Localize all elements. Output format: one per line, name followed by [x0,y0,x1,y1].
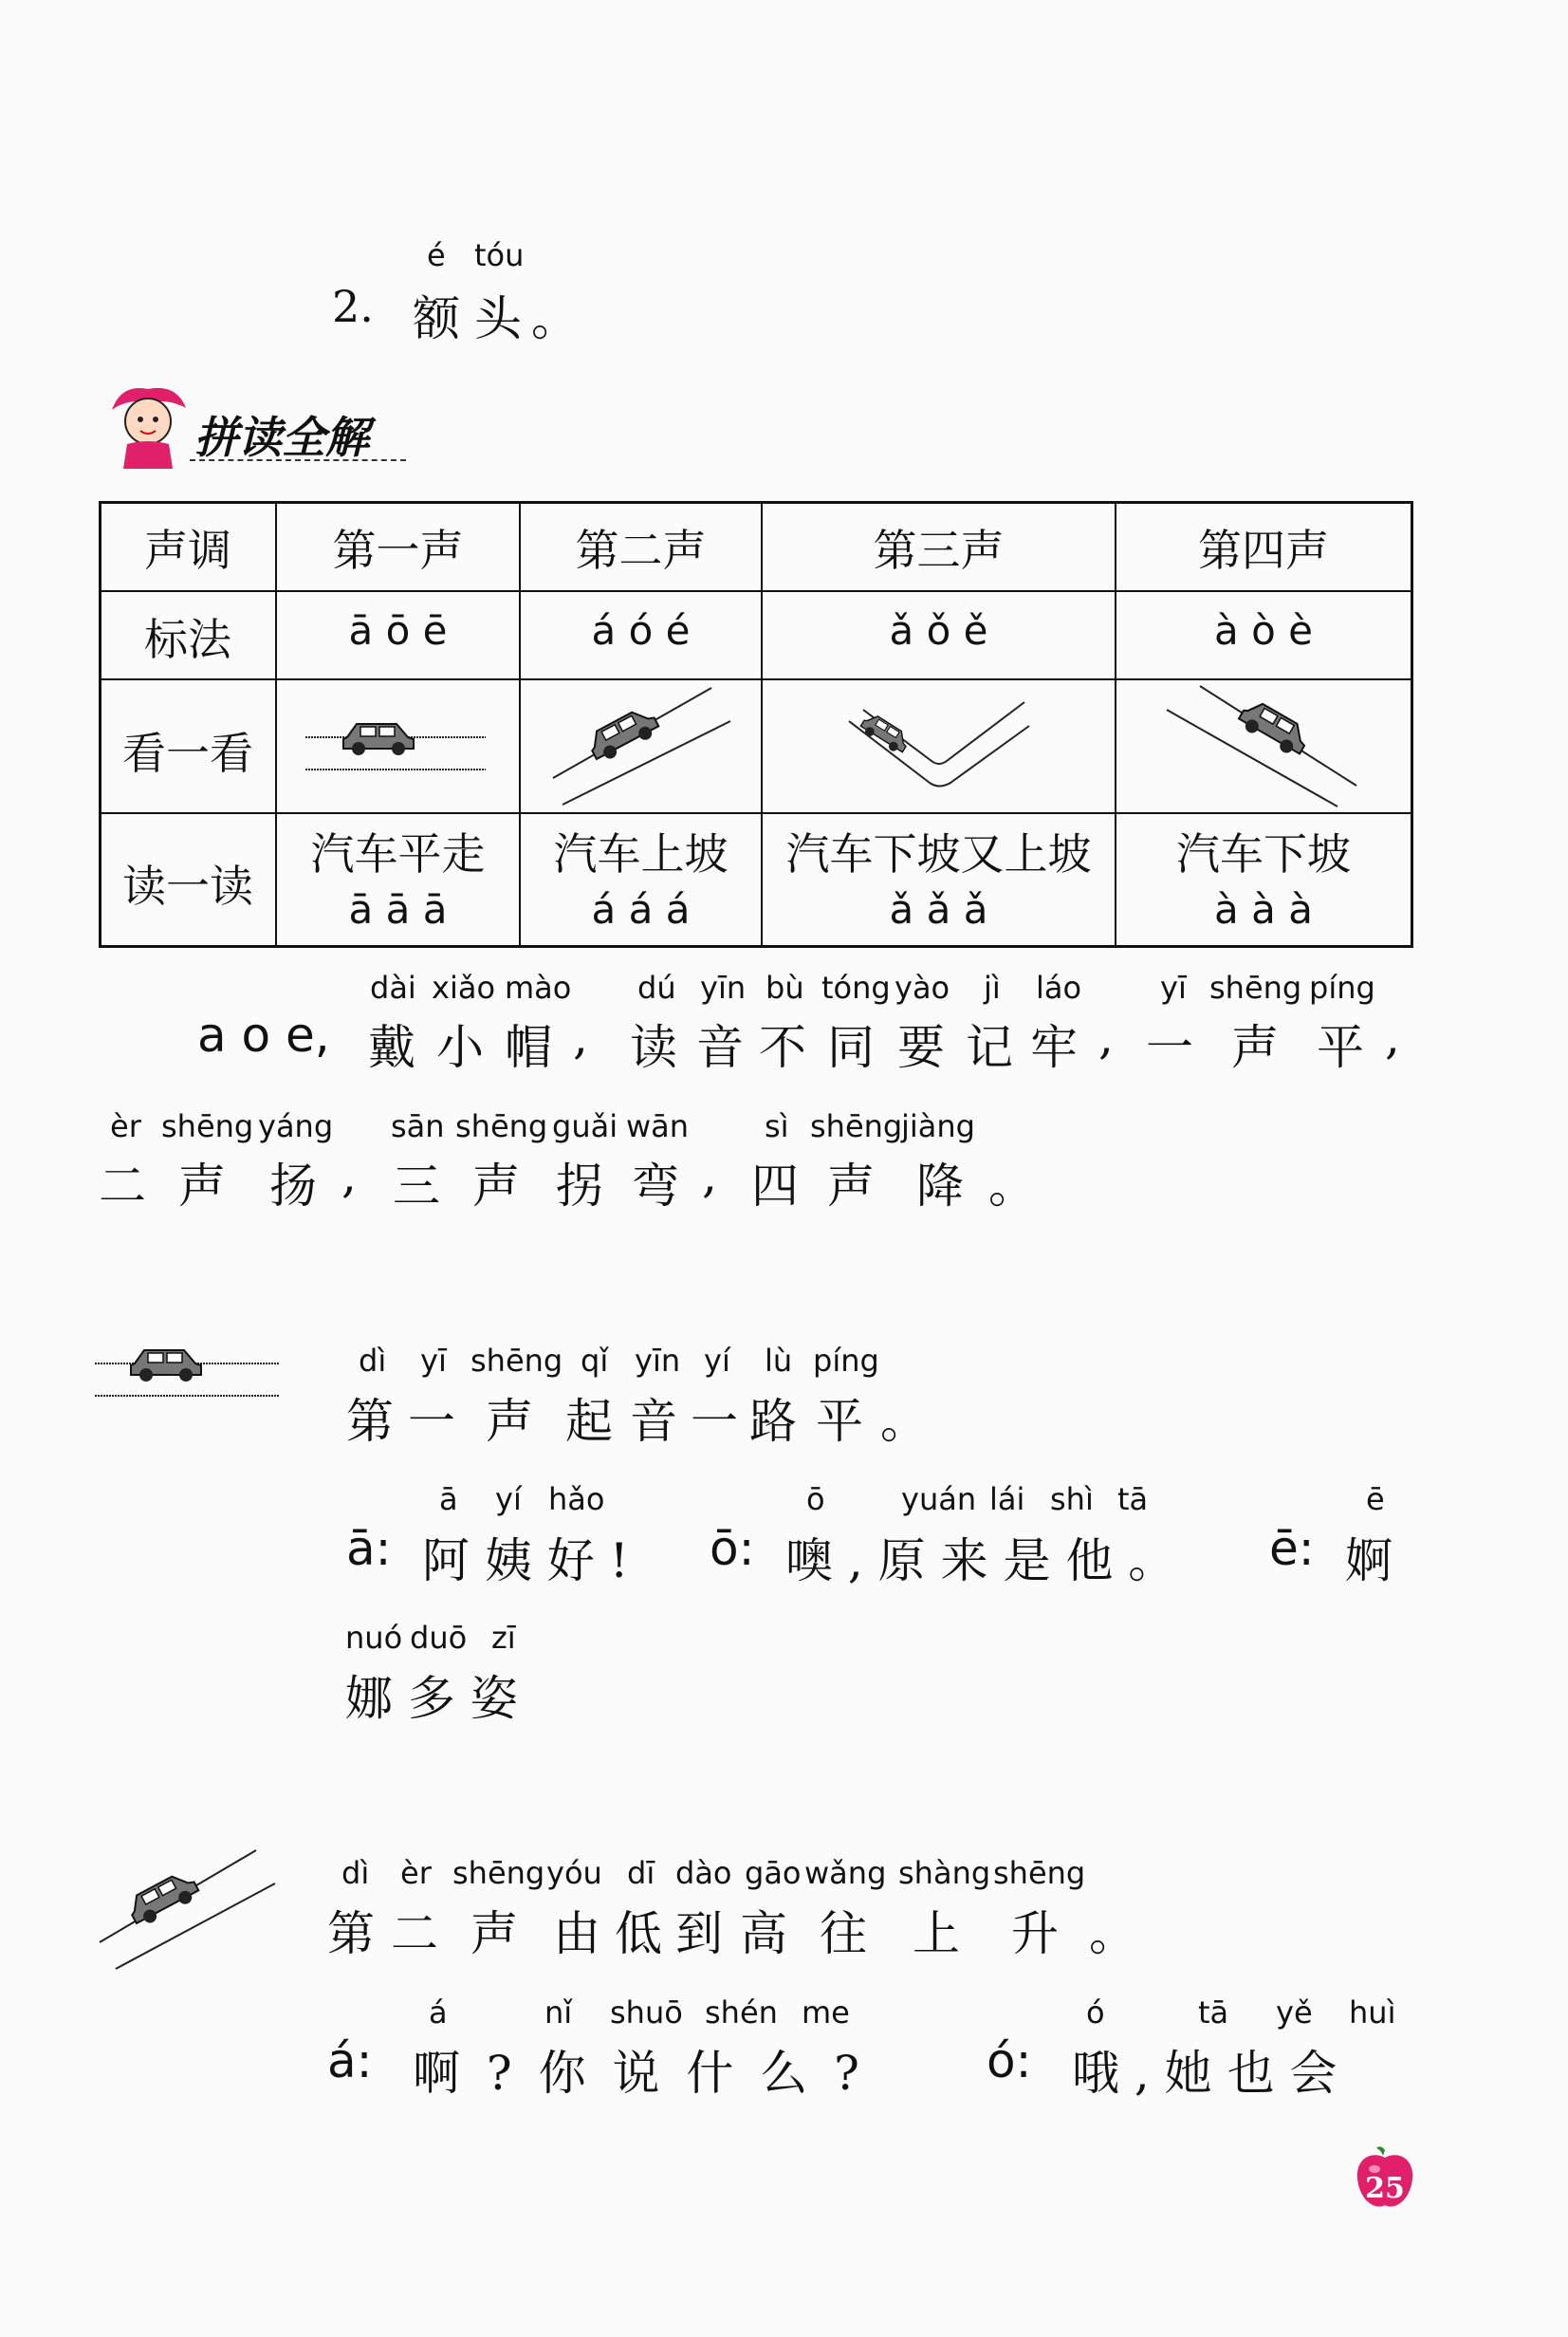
pinyin: mào [505,970,572,1006]
pinyin: shēng [993,1855,1086,1891]
pinyin: wān [626,1108,690,1144]
pinyin: qǐ [581,1343,609,1379]
pinyin: nuó [345,1620,403,1656]
pinyin: wǎng [804,1855,887,1891]
pinyin-tou: tóu [474,237,525,273]
char: 声 [486,1394,533,1449]
pinyin: dào [675,1855,732,1891]
char: , [1385,1010,1400,1065]
pinyin: zī [491,1620,516,1656]
pinyin: yīn [635,1343,681,1379]
char: 由 [553,1906,600,1961]
pinyin: nǐ [544,1994,573,2031]
pinyin: huì [1349,1994,1396,2031]
header-tone4: 第四声 [1198,525,1329,576]
pinyin: yuán [901,1481,977,1517]
char: , [341,1148,357,1203]
pinyin: jiàng [901,1108,975,1144]
example-text: 婀 [1345,1533,1393,1588]
pinyin: shēng [161,1108,254,1144]
section-title: 拼读全解 [194,412,369,463]
char: , [573,1010,588,1065]
read-phrase-1: 汽车平走 [310,828,486,880]
char: 记 [966,1020,1013,1075]
char: 读 [630,1020,677,1075]
pinyin: á [429,1994,448,2031]
pinyin: sān [391,1108,445,1144]
pinyin: hǎo [548,1481,605,1517]
char: 声 [178,1159,226,1214]
example-text: 哦 , 她 也 会 [1072,2046,1337,2101]
pinyin: shàng [898,1855,991,1891]
pinyin: ā [439,1481,458,1517]
pinyin: yě [1276,1994,1313,2031]
pinyin: dì [341,1855,370,1891]
char: , [702,1148,717,1203]
car-downhill-icon [1162,681,1371,809]
char-e: 额 [413,291,460,346]
pinyin: xiǎo [432,970,496,1006]
char: 往 [820,1906,867,1961]
pinyin: dú [637,970,676,1006]
aoe-lead: a o e, [197,1008,330,1063]
char: 一 [691,1394,738,1449]
lead-o: ō: [710,1521,755,1576]
pinyin: èr [400,1855,432,1891]
girl-mascot-icon [102,381,194,469]
marks-tone1: ā ō ē [348,607,448,654]
char: 第 [346,1394,394,1449]
pinyin: yī [420,1343,447,1379]
char: 要 [897,1020,945,1075]
pinyin: shēng [455,1108,548,1144]
pinyin: shēng [810,1108,903,1144]
pinyin: dì [359,1343,387,1379]
char: 路 [749,1394,797,1449]
page-number: 25 [1365,2172,1405,2205]
lead-a: ā: [346,1521,392,1576]
char: 到 [675,1906,723,1961]
pinyin: duō [410,1620,468,1656]
read-sound-4: à à à [1214,886,1313,933]
char: 起 [565,1394,613,1449]
pinyin: bù [766,970,804,1006]
char: 低 [615,1906,662,1961]
char: 四 [751,1159,799,1214]
pinyin: yáng [258,1108,334,1144]
pinyin-e: é [427,237,446,273]
pinyin: ó [1086,1994,1105,2031]
char: 平 [1317,1020,1364,1075]
pinyin: shēng [470,1343,563,1379]
read-sound-1: ā ā ā [348,886,448,933]
example-text: 娜 多 姿 [345,1671,518,1726]
marks-tone4: à ò è [1214,607,1313,654]
char: 一 [1146,1020,1193,1075]
pinyin: píng [1309,970,1375,1006]
pinyin: shēng [452,1855,545,1891]
pinyin: yí [704,1343,730,1379]
pinyin: yóu [546,1855,602,1891]
look-label: 看一看 [122,728,253,779]
pinyin: ō [806,1481,825,1517]
car-uphill-icon [545,683,735,807]
pinyin: lù [765,1343,793,1379]
char: 声 [827,1159,875,1214]
char: , [1098,1010,1114,1065]
read-sound-3: ǎ ǎ ǎ [889,886,988,933]
char: 音 [630,1394,677,1449]
char: 音 [696,1020,744,1075]
pinyin: èr [110,1108,141,1144]
char: 扬 [269,1159,317,1214]
char: 二 [99,1159,146,1214]
car-flat-icon [305,707,490,783]
pinyin: gāo [745,1855,802,1891]
pinyin: tā [1117,1481,1149,1517]
char: 高 [740,1906,787,1961]
pinyin: láo [1036,970,1082,1006]
header-tone3: 第三声 [873,525,1005,576]
car-down-up-icon [844,693,1043,807]
char: 声 [472,1159,520,1214]
char: 二 [391,1906,438,1961]
char-tou: 头 [474,291,522,346]
pinyin: yào [895,970,950,1006]
char: 。 [988,1159,1036,1214]
char: 上 [913,1906,960,1961]
car-uphill-icon [95,1845,285,1978]
char: 帽 [505,1020,552,1075]
char: 三 [393,1159,440,1214]
pinyin: yī [1160,970,1187,1006]
char: 降 [916,1159,964,1214]
lead-e: ē: [1269,1521,1315,1576]
char: 声 [470,1906,518,1961]
read-phrase-4: 汽车下坡 [1176,828,1351,880]
read-label: 读一读 [122,861,253,912]
read-phrase-3: 汽车下坡又上坡 [785,828,1092,880]
section-underline [190,459,406,461]
marks-label: 标法 [144,614,231,665]
example-text: 噢 , 原 来 是 他 。 [785,1533,1176,1588]
char: 第 [327,1906,375,1961]
pinyin: me [802,1994,850,2031]
char-period: 。 [531,291,579,346]
char: 戴 [368,1020,415,1075]
header-tone1: 第一声 [332,525,464,576]
pinyin: shì [1050,1481,1094,1517]
pinyin: píng [813,1343,879,1379]
pinyin: lái [989,1481,1025,1517]
pinyin: jì [984,970,1001,1006]
char: 。 [1089,1906,1136,1961]
lead-o: ó: [987,2033,1032,2088]
read-sound-2: á á á [591,886,691,933]
char: 牢 [1030,1020,1078,1075]
header-tone: 声调 [144,525,231,576]
char: 声 [1231,1020,1279,1075]
pinyin: ē [1366,1481,1385,1517]
read-phrase-2: 汽车上坡 [553,828,729,880]
char: 不 [759,1020,806,1075]
char: 升 [1011,1906,1059,1961]
char: 一 [408,1394,455,1449]
header-tone2: 第二声 [575,525,707,576]
pinyin: shén [705,1994,778,2031]
example-text: 啊 ? 你 说 什 么 ? [413,2046,859,2101]
example-text: 阿 姨 好 ! [422,1533,629,1588]
pinyin: yīn [700,970,747,1006]
car-flat-icon [95,1333,285,1409]
pinyin: shuō [610,1994,683,2031]
char: 小 [436,1020,484,1075]
pinyin: dī [627,1855,655,1891]
pinyin: yí [495,1481,522,1517]
pinyin: guǎi [552,1108,618,1144]
item-number: 2. [332,281,374,332]
pinyin: tā [1198,1994,1229,2031]
lead-a: á: [327,2033,373,2088]
marks-tone2: á ó é [591,607,691,654]
char: 弯 [632,1159,679,1214]
char: 平 [816,1394,863,1449]
pinyin: shēng [1209,970,1302,1006]
char: 。 [880,1394,928,1449]
char: 拐 [556,1159,603,1214]
pinyin: dài [370,970,416,1006]
marks-tone3: ǎ ǒ ě [889,607,988,654]
pinyin: sì [765,1108,789,1144]
char: 同 [827,1020,875,1075]
pinyin: tóng [821,970,891,1006]
